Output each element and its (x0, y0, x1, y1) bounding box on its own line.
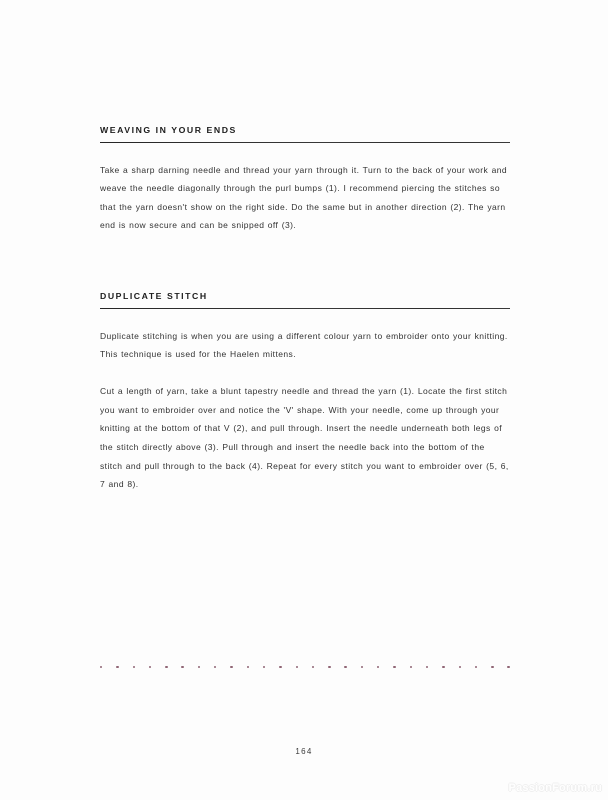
divider-dot (279, 666, 281, 668)
divider-dot (133, 666, 135, 668)
divider-dot (410, 666, 412, 668)
divider-dot (361, 666, 363, 668)
divider-dot (344, 666, 346, 668)
divider-dot (263, 666, 265, 668)
divider-dot (442, 666, 444, 668)
divider-dot (491, 666, 493, 668)
section-heading-weaving-in-your-ends: WEAVING IN YOUR ENDS (100, 125, 237, 135)
section-weaving-in-your-ends (100, 126, 510, 235)
section-duplicate-stitch (100, 292, 510, 494)
divider-dot (149, 666, 151, 668)
section-spacer (100, 235, 510, 292)
paragraph: Take a sharp darning needle and thread your yarn through it. Turn to the back of your work and weave the needle diagonally through the purl bumps (1). I recommend piercing the stitches so that the yarn doesn't show on the right side. Do the same but in another direction (2). The yarn end is now secure and can be snipped off (3). (100, 164, 508, 231)
divider-dot (507, 666, 509, 668)
divider-dot (181, 666, 183, 668)
divider-dot (328, 666, 330, 668)
section-heading-duplicate-stitch: DUPLICATE STITCH (100, 290, 208, 301)
section-rule (100, 142, 510, 143)
divider-dot (230, 666, 232, 668)
divider-dot (459, 666, 461, 668)
section-rule (100, 308, 510, 309)
divider-dot (312, 666, 314, 668)
paragraph: Duplicate stitching is when you are using a different colour yarn to embroider onto your knitting. This technique is used for the Haelen mittens. (100, 330, 508, 360)
divider-dot (475, 666, 477, 668)
divider-dot (116, 666, 118, 668)
divider-dot (377, 666, 379, 668)
watermark: PassionForum.ru (508, 782, 602, 794)
divider-dot (393, 666, 395, 668)
divider-dot (100, 666, 102, 668)
divider-dot (296, 666, 298, 668)
divider-dot (165, 666, 167, 668)
divider-dot (214, 666, 216, 668)
page-content (100, 126, 510, 494)
decorative-dot-divider (100, 664, 510, 670)
paragraph: Cut a length of yarn, take a blunt tapestry needle and thread the yarn (1). Locate the first stitch you want to embroider over and notice the 'V' shape. With your needle, come up through your knitting at the bottom of that V (2), and pull through. Insert the needle underneath both legs of the stitch directly above (3). Pull through and insert the needle back into the bottom of the stitch and pull through to the back (4). Repeat for every stitch you want to embroider over (5, 6, 7 and 8). (100, 386, 509, 490)
divider-dot (247, 666, 249, 668)
page-number: 164 (295, 747, 313, 756)
divider-dot (426, 666, 428, 668)
divider-dot (198, 666, 200, 668)
